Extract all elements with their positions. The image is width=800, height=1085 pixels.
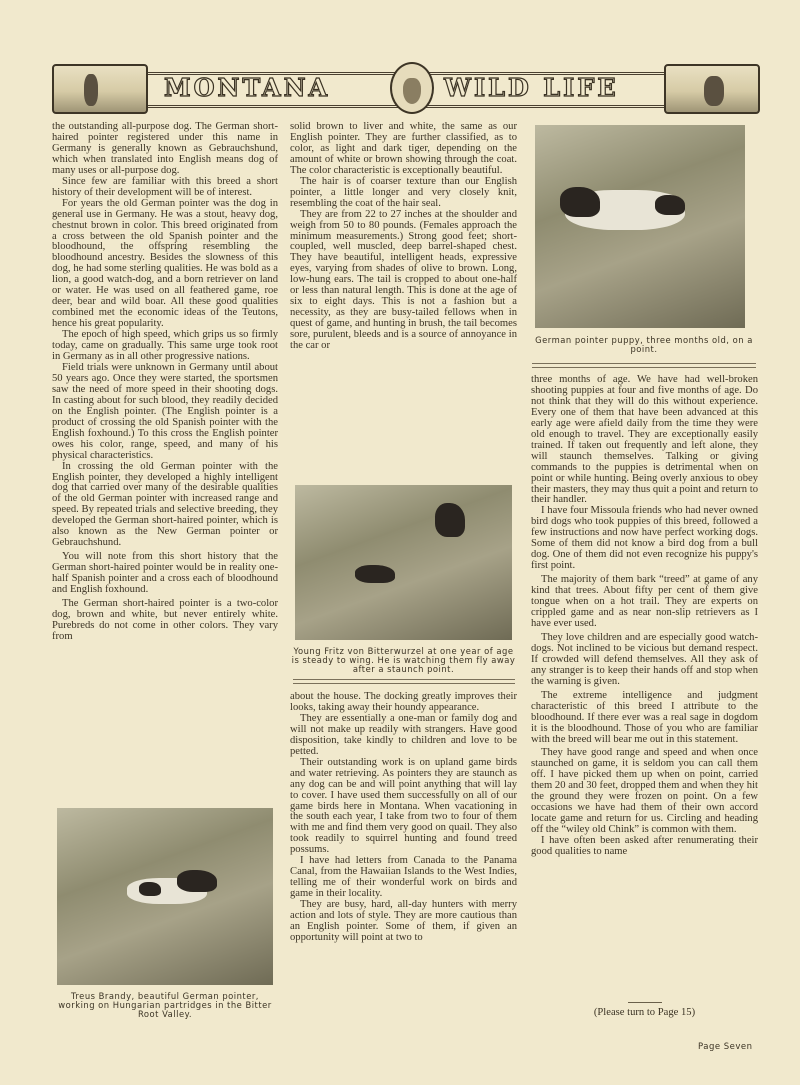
paragraph: Since few are familiar with this breed a short history of their development will be of interest. (52, 175, 278, 198)
paragraph: The epoch of high speed, which grips us so firmly today, came on gradually. This same urge took root in Germany as in all other progressive nations. (52, 329, 278, 363)
paragraph: Field trials were unknown in Germany until about 50 years ago. Once they were started, the sportsmen saw the need of more speed in their shooting dogs. In casting about for such blood, they readily decided on the English pointer. (The English pointer is a product of crossing the old Spanish pointer with the English foxhound.) To this cross the English pointer owes his color, range, speed, and many of his physical characteristics. (52, 361, 278, 461)
paragraph: Their outstanding work is on upland game birds and water retrieving. As pointers they are staunch as any dog can be and will point anything that will lay to cover. I have used them successfully on all of our game birds here in Montana. When vacationing in the south each year, I take from two to four of them with me and find them very good on quail. They also took readily to squirrel hunting and found treed possums. (290, 756, 517, 856)
paragraph: I have had letters from Canada to the Panama Canal, from the Hawaiian Islands to the West Indies, telling me of their wonderful work on birds and game in their locality. (290, 855, 517, 900)
paragraph: The hair is of coarser texture than our English pointer, a little longer and very closely knit, resembling the coat of the hair seal. (290, 175, 517, 209)
paragraph: I have four Missoula friends who had never owned bird dogs who took puppies of this breed, followed a few instructions and now have perfect working dogs. Some of them did not know a bird dog from a bull dog. One of them did not even recognize his puppy's first point. (531, 505, 758, 572)
article-column-1 (52, 122, 278, 643)
paragraph: I have often been asked after renumerating their good qualities to name (531, 835, 758, 858)
paragraph: They love children and are especially good watch-dogs. Not inclined to be vicious but demand respect. If crowded will defend themselves. All they ask of any stranger is to keep their hands off and stop when the warning is given. (531, 631, 758, 687)
paragraph: You will note from this short history that the German short-haired pointer would be in reality one-half Spanish pointer and a cross each of bloodhound and English foxhound. (52, 551, 278, 596)
photo-treus-brandy (57, 808, 273, 985)
article-column-2-top (290, 122, 517, 352)
paragraph: The extreme intelligence and judgment characteristic of this breed I attribute to the bloodhound. If there ever was a real sage in dogdom it is the bloodhound. Those of you who are familiar with the breed will bear me out in this statement. (531, 689, 758, 745)
paragraph: solid brown to liver and white, the same as our English pointer. They are further classified, as to color, as light and dark tiger, depending on the amount of white or brown showing through the coat. The color characteristic is exceptionally beautiful. (290, 121, 517, 176)
photo-puppy-on-point (535, 125, 745, 328)
paragraph: three months of age. We have had well-broken shooting puppies at four and five months of age. Do not think that they will do this without experience. Every one of them that have been advanced at this early age were afield daily from the time they were old enough to travel. They are exceptionally easily trained. If taken out frequently and left alone, they will staunch themselves. Talking or giving commands to the puppies is detrimental when on point or while hunting. Being overly anxious to obey their masters, they may thus quit a point and return to their handler. (531, 374, 758, 506)
photo-caption: Young Fritz von Bitterwurzel at one year of age is steady to wing. He is watching them fly away after a staunch point. (291, 646, 516, 674)
paragraph: For years the old German pointer was the dog in general use in Germany. He was a stout, heavy dog, chestnut brown in color. This breed originated from a cross between the old Spanish pointer and the bloodhound, the offspring resembling the bloodhound ancestry. Besides the slowness of this dog, he had some sterling qualities. He was bold as a lion, a good watch-dog, and a born retriever on land or water. He was used on all feathered game, roe deer, bear and wild boar. All these good qualities combined met the economic ideas of the Teutons, hence his great popularity. (52, 197, 278, 330)
paragraph: They are essentially a one-man or family dog and will not make up readily with strangers. Have good disposition, take kindly to children and love to be petted. (290, 712, 517, 757)
page-number: Page Seven (698, 1042, 753, 1052)
divider (293, 679, 515, 684)
paragraph: In crossing the old German pointer with the English pointer, they developed a highly intelligent dog that carried over many of the desirable qualities of the old German pointer with increased range and speed. By repeated trials and selective breeding, they developed the German short-haired pointer, which is also known as the New German pointer or Gebrauchshund. (52, 460, 278, 549)
paragraph: about the house. The docking greatly improves their looks, taking away their houndy appearance. (290, 691, 517, 713)
paragraph: The majority of them bark “treed” at game of any kind that trees. About fifty per cent of them give tongue when on a hot trail. They are experts on crippled game and as near non-slip retrievers as I have ever used. (531, 574, 758, 629)
divider (532, 363, 756, 368)
paragraph: They are busy, hard, all-day hunters with merry action and lots of style. They are more cautious than an English pointer. Some of them, if given an opportunity will point at two to (290, 899, 517, 943)
photo-caption: Treus Brandy, beautiful German pointer, working on Hungarian partridges in the Bitter Root Valley. (58, 991, 272, 1019)
paragraph: the outstanding all-purpose dog. The German short-haired pointer registered under this name in Germany is generally known as Gebrauchshund, which when translated into English means dog of many uses or all-purpose dog. (52, 121, 278, 176)
buffalo-skull-icon (390, 62, 434, 114)
paragraph: They have good range and speed and when once staunched on game, it is seldom you can call them off. I have picked them up when on point, carried them 20 and 30 feet, dropped them and when they hit the ground they were frozen on point. On a few occasions we have had them of their own accord locate game and return for us. Circling and heading off the “wiley old Chink” is common with them. (531, 747, 758, 836)
elk-vignette-icon (664, 64, 760, 114)
masthead-right-word: WILD LIFE (444, 73, 619, 102)
photo-young-fritz (295, 485, 512, 640)
deer-vignette-icon (52, 64, 148, 114)
article-column-3 (531, 375, 758, 858)
paragraph: They are from 22 to 27 inches at the shoulder and weigh from 50 to 80 pounds. (Females approach the minimum measurements.) Strong good feet; short-coupled, well muscled, deep barrel-shaped chest. They have beautiful, intelligent heads, expressive eyes, varying from shades of olive to brown. Long, low-hung ears. The tail is cropped to about one-half or less than natural length. This is done at the age of six to eight days. This is not a fashion but a necessity, as they are busy-tailed fellows when in quest of game, and hunting in brush, the tail becomes sore, purulent, bleeds and is a source of annoyance in the car or (290, 208, 517, 352)
article-column-2-bottom (290, 692, 517, 944)
masthead-left-word: MONTANA (164, 73, 331, 102)
paragraph: The German short-haired pointer is a two-color dog, brown and white, but never entirely white. Purebreds do not come in other colors. They vary from (52, 597, 278, 642)
divider (628, 1002, 662, 1003)
masthead (52, 62, 760, 112)
continued-notice: (Please turn to Page 15) (593, 1007, 696, 1018)
photo-caption: German pointer puppy, three months old, on a point. (535, 335, 753, 354)
